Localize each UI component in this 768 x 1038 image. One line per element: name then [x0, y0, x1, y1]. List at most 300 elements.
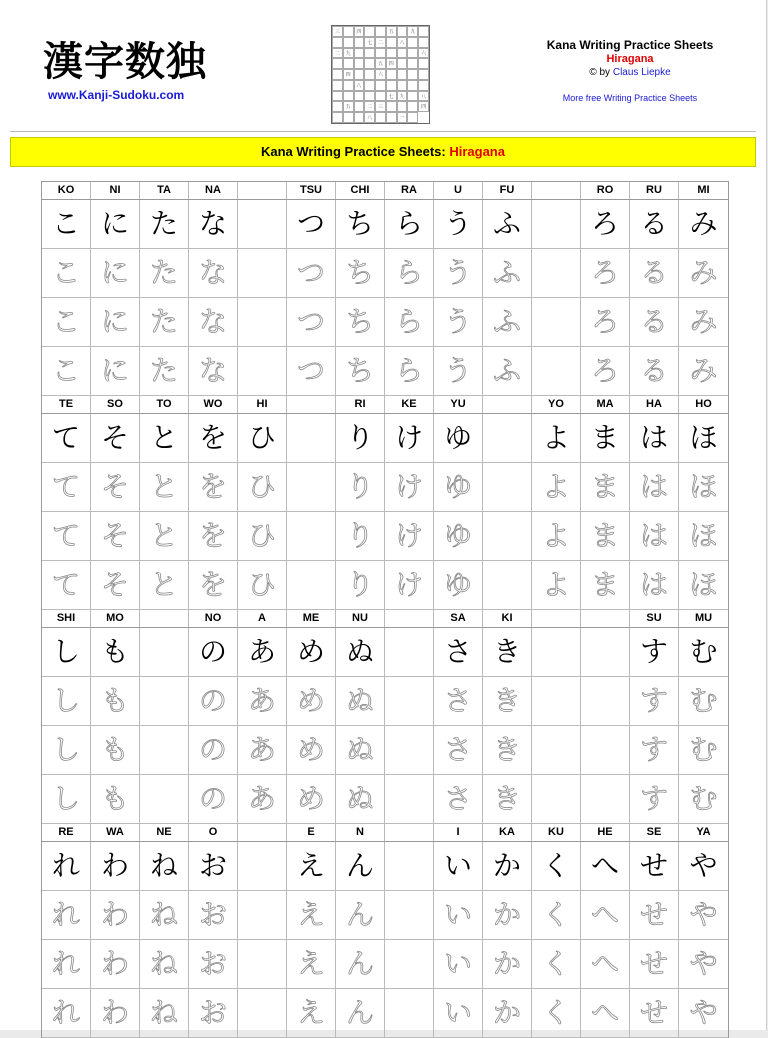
kana-model-row: [42, 414, 728, 463]
kana-trace-row: [42, 775, 728, 824]
kana-trace-row: [42, 677, 728, 726]
kana-trace-cell: れ: [42, 989, 91, 1037]
kana-trace-cell: [385, 891, 434, 939]
kana-trace-cell: え: [287, 989, 336, 1037]
kana-trace-cell: り: [336, 463, 385, 511]
mini-sudoku-cell: [386, 48, 397, 59]
kana-trace-cell: お: [189, 891, 238, 939]
author-link[interactable]: Claus Liepke: [612, 67, 671, 78]
kana-trace-cell: れ: [42, 940, 91, 988]
kana-trace-cell: [581, 726, 630, 774]
mini-sudoku-cell: [375, 48, 386, 59]
mini-sudoku-cell: [386, 69, 397, 80]
mini-sudoku-cell: [375, 91, 386, 102]
kana-trace-cell: す: [630, 775, 679, 823]
romaji-label: I: [434, 824, 483, 841]
kana-trace-cell: つ: [287, 347, 336, 395]
kana-model-cell: せ: [630, 842, 679, 890]
mini-sudoku-cell: [386, 80, 397, 91]
kana-trace-row: [42, 463, 728, 512]
kana-trace-cell: い: [434, 940, 483, 988]
kana-trace-cell: [140, 726, 189, 774]
kana-model-cell: て: [42, 414, 91, 462]
mini-sudoku-cell: 二: [332, 48, 343, 59]
kana-trace-cell: ひ: [238, 463, 287, 511]
kana-model-cell: と: [140, 414, 189, 462]
romaji-label: YU: [434, 396, 483, 413]
kana-trace-cell: へ: [581, 891, 630, 939]
kana-model-cell: ぬ: [336, 628, 385, 676]
kana-model-cell: ふ: [483, 200, 532, 248]
kana-trace-cell: [238, 940, 287, 988]
kana-trace-cell: [532, 775, 581, 823]
romaji-label: RE: [42, 824, 91, 841]
kana-model-cell: め: [287, 628, 336, 676]
kana-trace-row: [42, 298, 728, 347]
kana-trace-cell: [532, 347, 581, 395]
romaji-label: [238, 824, 287, 841]
kana-model-cell: へ: [581, 842, 630, 890]
kana-trace-cell: こ: [42, 249, 91, 297]
kana-trace-cell: そ: [91, 561, 140, 609]
kana-trace-cell: り: [336, 512, 385, 560]
mini-sudoku-cell: [397, 69, 408, 80]
kana-block: [42, 182, 728, 396]
kana-trace-cell: け: [385, 463, 434, 511]
mini-sudoku-cell: 二: [364, 101, 375, 112]
kana-model-cell: く: [532, 842, 581, 890]
romaji-label: A: [238, 610, 287, 627]
kana-model-cell: ね: [140, 842, 189, 890]
kana-trace-cell: ふ: [483, 249, 532, 297]
kana-trace-cell: ほ: [689, 470, 718, 503]
kana-trace-cell: へ: [581, 940, 630, 988]
romaji-label-row: [42, 824, 728, 842]
mini-sudoku-cell: [354, 48, 365, 59]
kana-trace-cell: め: [287, 726, 336, 774]
kana-trace-cell: み: [689, 354, 718, 387]
kana-trace-cell: め: [287, 677, 336, 725]
kana-trace-cell: そ: [91, 512, 140, 560]
kana-trace-cell: よ: [532, 463, 581, 511]
romaji-label: SO: [91, 396, 140, 413]
mini-sudoku-cell: [332, 58, 343, 69]
romaji-label: TO: [140, 396, 189, 413]
kana-model-cell: ひ: [238, 414, 287, 462]
header-title: Kana Writing Practice Sheets: [546, 38, 714, 52]
kana-trace-cell: ゆ: [434, 512, 483, 560]
kana-trace-cell: ち: [336, 298, 385, 346]
mini-sudoku-cell: [407, 69, 418, 80]
kana-trace-cell: む: [689, 782, 718, 815]
kana-trace-cell: を: [189, 512, 238, 560]
mini-sudoku-cell: [364, 26, 375, 37]
mini-sudoku-cell: [407, 91, 418, 102]
kana-practice-grid: [41, 181, 729, 1038]
mini-sudoku-cell: [332, 112, 343, 123]
kana-model-cell: す: [630, 628, 679, 676]
kana-trace-cell: も: [91, 775, 140, 823]
kana-trace-cell: [581, 775, 630, 823]
mini-sudoku-cell: 五: [375, 58, 386, 69]
mini-sudoku-cell: 七: [364, 37, 375, 48]
mini-sudoku-cell: [407, 37, 418, 48]
romaji-label: E: [287, 824, 336, 841]
mini-sudoku-cell: 八: [364, 112, 375, 123]
kana-model-cell: ん: [336, 842, 385, 890]
kana-trace-cell: と: [140, 512, 189, 560]
mini-sudoku-cell: [397, 80, 408, 91]
kana-model-cell: [385, 842, 434, 890]
kana-trace-cell: [385, 677, 434, 725]
kana-model-cell: き: [483, 628, 532, 676]
kana-trace-cell: [385, 940, 434, 988]
romaji-label: [238, 182, 287, 199]
kana-trace-cell: ろ: [581, 347, 630, 395]
mini-sudoku-cell: [343, 80, 354, 91]
kana-trace-cell: て: [42, 463, 91, 511]
mini-sudoku-cell: [397, 48, 408, 59]
mini-sudoku-cell: [332, 37, 343, 48]
mini-sudoku-cell: [364, 91, 375, 102]
kana-model-cell: る: [630, 200, 679, 248]
kana-trace-cell: れ: [42, 891, 91, 939]
mini-sudoku-cell: [407, 48, 418, 59]
kana-trace-cell: し: [42, 677, 91, 725]
kana-model-cell: よ: [532, 414, 581, 462]
romaji-label: RO: [581, 182, 630, 199]
mini-sudoku-cell: [343, 58, 354, 69]
mini-sudoku-cell: 四: [343, 69, 354, 80]
kana-model-cell: か: [483, 842, 532, 890]
kana-trace-cell: き: [483, 726, 532, 774]
by-label: by: [599, 67, 611, 78]
kana-trace-row: [42, 347, 728, 396]
kana-trace-cell: ら: [385, 347, 434, 395]
kana-model-cell: え: [287, 842, 336, 890]
kana-trace-cell: く: [532, 891, 581, 939]
romaji-label: MU: [694, 612, 713, 624]
banner-highlight: Hiragana: [449, 144, 505, 159]
kana-model-cell: [532, 200, 581, 248]
kana-trace-cell: か: [483, 989, 532, 1037]
kana-model-cell: [385, 628, 434, 676]
kana-model-cell: れ: [42, 842, 91, 890]
kana-trace-cell: [483, 463, 532, 511]
kana-trace-row: [42, 512, 728, 561]
romaji-label: SE: [630, 824, 679, 841]
kana-model-cell: ほ: [689, 421, 718, 454]
romaji-label: NO: [189, 610, 238, 627]
kana-trace-cell: [385, 726, 434, 774]
banner-prefix: Kana Writing Practice Sheets:: [261, 144, 446, 159]
mini-sudoku-cell: 八: [397, 37, 408, 48]
mini-sudoku-cell: 五: [343, 101, 354, 112]
kana-trace-cell: に: [91, 298, 140, 346]
mini-sudoku-cell: [332, 69, 343, 80]
kana-trace-cell: [238, 891, 287, 939]
kana-trace-cell: お: [189, 940, 238, 988]
kana-trace-cell: を: [189, 561, 238, 609]
kana-model-cell: け: [385, 414, 434, 462]
mini-sudoku-cell: [343, 26, 354, 37]
kana-trace-cell: う: [434, 298, 483, 346]
kana-trace-cell: さ: [434, 677, 483, 725]
kana-trace-cell: す: [630, 677, 679, 725]
romaji-label: MI: [697, 184, 710, 196]
kana-trace-cell: ほ: [689, 519, 718, 552]
romaji-label: SU: [630, 610, 679, 627]
kana-trace-cell: わ: [91, 989, 140, 1037]
mini-sudoku-cell: [397, 58, 408, 69]
kana-trace-cell: す: [630, 726, 679, 774]
kana-trace-cell: ま: [581, 512, 630, 560]
mini-sudoku-cell: 六: [375, 69, 386, 80]
kana-trace-cell: ら: [385, 298, 434, 346]
romaji-label: MO: [91, 610, 140, 627]
kana-trace-cell: う: [434, 347, 483, 395]
kana-trace-cell: ん: [336, 891, 385, 939]
mini-sudoku-cell: [364, 80, 375, 91]
kana-trace-cell: [532, 298, 581, 346]
kana-trace-cell: た: [140, 298, 189, 346]
mini-sudoku-cell: 二: [375, 37, 386, 48]
kana-trace-cell: [287, 561, 336, 609]
romaji-label: WA: [91, 824, 140, 841]
romaji-label: N: [336, 824, 385, 841]
mini-sudoku-cell: [364, 69, 375, 80]
romaji-label: TA: [140, 182, 189, 199]
kana-trace-cell: き: [483, 775, 532, 823]
mini-sudoku-cell: [375, 80, 386, 91]
kana-model-cell: [140, 628, 189, 676]
kana-trace-cell: は: [630, 512, 679, 560]
mini-sudoku-cell: [364, 58, 375, 69]
romaji-label: KA: [483, 824, 532, 841]
romaji-label: KO: [42, 182, 91, 199]
mini-sudoku-cell: [343, 91, 354, 102]
kana-trace-cell: ふ: [483, 298, 532, 346]
kana-model-cell: は: [630, 414, 679, 462]
mini-sudoku-cell: 三: [375, 101, 386, 112]
romaji-label: KE: [385, 396, 434, 413]
kana-model-cell: り: [336, 414, 385, 462]
mini-sudoku-cell: [354, 91, 365, 102]
mini-sudoku-cell: [418, 58, 429, 69]
kana-trace-cell: [238, 298, 287, 346]
romaji-label: YO: [532, 396, 581, 413]
mini-sudoku-cell: 三: [332, 26, 343, 37]
romaji-label: HE: [581, 824, 630, 841]
kana-trace-row: [42, 726, 728, 775]
mini-sudoku-cell: [354, 58, 365, 69]
mini-sudoku-cell: [332, 80, 343, 91]
kana-trace-cell: る: [630, 298, 679, 346]
romaji-label: HA: [630, 396, 679, 413]
kana-model-cell: や: [689, 849, 718, 882]
mini-sudoku-cell: [407, 112, 418, 123]
mini-sudoku-cell: [418, 26, 429, 37]
mini-sudoku-cell: [343, 37, 354, 48]
kana-trace-cell: う: [434, 249, 483, 297]
mini-sudoku-cell: [418, 37, 429, 48]
kana-trace-cell: し: [42, 726, 91, 774]
kana-trace-cell: け: [385, 512, 434, 560]
kana-trace-cell: よ: [532, 512, 581, 560]
kana-model-row: [42, 842, 728, 891]
romaji-label-row: [42, 182, 728, 200]
kana-model-cell: を: [189, 414, 238, 462]
kana-trace-cell: ゆ: [434, 561, 483, 609]
kana-trace-cell: ね: [140, 989, 189, 1037]
kana-trace-cell: せ: [630, 891, 679, 939]
kana-trace-cell: い: [434, 989, 483, 1037]
kana-trace-cell: あ: [238, 775, 287, 823]
kana-trace-cell: せ: [630, 940, 679, 988]
mini-sudoku-cell: [386, 37, 397, 48]
kana-trace-cell: い: [434, 891, 483, 939]
mini-sudoku-cell: 四: [354, 26, 365, 37]
kana-trace-row: [42, 561, 728, 610]
kana-trace-cell: る: [630, 249, 679, 297]
kana-trace-cell: [385, 775, 434, 823]
mini-sudoku-cell: 九: [343, 48, 354, 59]
mini-sudoku-cell: [386, 101, 397, 112]
mini-sudoku-cell: [354, 69, 365, 80]
kana-trace-cell: の: [189, 775, 238, 823]
romaji-label: SHI: [42, 610, 91, 627]
kana-trace-cell: と: [140, 561, 189, 609]
mini-sudoku-cell: 七: [386, 91, 397, 102]
kana-trace-cell: お: [189, 989, 238, 1037]
romaji-label: [287, 396, 336, 413]
kana-model-cell: [532, 628, 581, 676]
kana-model-cell: た: [140, 200, 189, 248]
mini-sudoku-cell: 六: [418, 48, 429, 59]
mini-sudoku-cell: [397, 26, 408, 37]
kana-model-cell: あ: [238, 628, 287, 676]
kana-trace-cell: め: [287, 775, 336, 823]
kana-model-cell: さ: [434, 628, 483, 676]
romaji-label: O: [189, 824, 238, 841]
kana-trace-cell: [287, 512, 336, 560]
romaji-label: [483, 396, 532, 413]
kana-model-cell: ち: [336, 200, 385, 248]
romaji-label: CHI: [336, 182, 385, 199]
kana-block: [42, 824, 728, 1038]
romaji-label: [385, 824, 434, 841]
kana-trace-cell: へ: [581, 989, 630, 1037]
kana-trace-cell: ぬ: [336, 775, 385, 823]
romaji-label: [385, 610, 434, 627]
romaji-label: [581, 610, 630, 627]
kana-trace-cell: そ: [91, 463, 140, 511]
kana-trace-cell: ま: [581, 561, 630, 609]
kana-trace-cell: [238, 989, 287, 1037]
kana-trace-cell: [532, 677, 581, 725]
kana-trace-cell: ひ: [238, 561, 287, 609]
kana-trace-cell: わ: [91, 891, 140, 939]
kana-trace-cell: [483, 512, 532, 560]
kana-model-cell: み: [689, 207, 718, 240]
kana-trace-cell: や: [689, 898, 718, 931]
kana-trace-cell: く: [532, 940, 581, 988]
romaji-label-row: [42, 396, 728, 414]
kana-trace-cell: た: [140, 249, 189, 297]
kana-trace-cell: も: [91, 726, 140, 774]
kana-model-cell: も: [91, 628, 140, 676]
kana-block: [42, 396, 728, 610]
kana-model-cell: う: [434, 200, 483, 248]
kana-trace-cell: む: [689, 684, 718, 717]
kana-trace-cell: こ: [42, 347, 91, 395]
mini-sudoku-cell: [407, 58, 418, 69]
romaji-label: [532, 610, 581, 627]
kana-model-cell: [238, 842, 287, 890]
kana-trace-cell: み: [689, 305, 718, 338]
kana-trace-cell: ぬ: [336, 677, 385, 725]
mini-sudoku-cell: 九: [397, 91, 408, 102]
kana-trace-cell: こ: [42, 298, 91, 346]
kana-trace-cell: は: [630, 463, 679, 511]
site-url-link[interactable]: www.Kanji-Sudoku.com: [48, 88, 185, 102]
kana-trace-cell: つ: [287, 249, 336, 297]
kana-trace-cell: ろ: [581, 298, 630, 346]
kana-trace-cell: [581, 677, 630, 725]
kana-trace-cell: の: [189, 726, 238, 774]
kana-trace-row: [42, 940, 728, 989]
site-logo[interactable]: 漢字数独: [43, 39, 207, 85]
kana-trace-cell: よ: [532, 561, 581, 609]
kana-trace-cell: の: [189, 677, 238, 725]
mini-sudoku-cell: [332, 91, 343, 102]
romaji-label: KI: [483, 610, 532, 627]
mini-sudoku-cell: 五: [386, 26, 397, 37]
kana-model-cell: わ: [91, 842, 140, 890]
more-sheets-link[interactable]: More free Writing Practice Sheets: [562, 93, 698, 103]
mini-sudoku-cell: [418, 80, 429, 91]
romaji-label: [532, 182, 581, 199]
romaji-label: RI: [336, 396, 385, 413]
romaji-label: RU: [630, 182, 679, 199]
kana-trace-cell: て: [42, 561, 91, 609]
kana-trace-cell: ち: [336, 249, 385, 297]
kana-trace-cell: ひ: [238, 512, 287, 560]
romaji-label: NU: [336, 610, 385, 627]
kana-trace-cell: な: [189, 298, 238, 346]
kana-model-cell: [581, 628, 630, 676]
kana-trace-cell: け: [385, 561, 434, 609]
kana-trace-cell: む: [689, 733, 718, 766]
kana-trace-cell: さ: [434, 726, 483, 774]
kana-trace-cell: ふ: [483, 347, 532, 395]
kana-trace-cell: ゆ: [434, 463, 483, 511]
mini-sudoku-cell: [386, 112, 397, 123]
romaji-label: FU: [483, 182, 532, 199]
kana-trace-cell: [238, 249, 287, 297]
mini-sudoku-cell: 四: [386, 58, 397, 69]
kana-block: [42, 610, 728, 824]
kana-trace-cell: き: [483, 677, 532, 725]
kana-model-cell: お: [189, 842, 238, 890]
kana-model-row: [42, 628, 728, 677]
kana-trace-cell: を: [189, 463, 238, 511]
mini-sudoku-cell: 一: [397, 112, 408, 123]
romaji-label: TSU: [287, 182, 336, 199]
kana-model-cell: [287, 414, 336, 462]
kana-model-cell: ま: [581, 414, 630, 462]
kana-trace-cell: く: [532, 989, 581, 1037]
